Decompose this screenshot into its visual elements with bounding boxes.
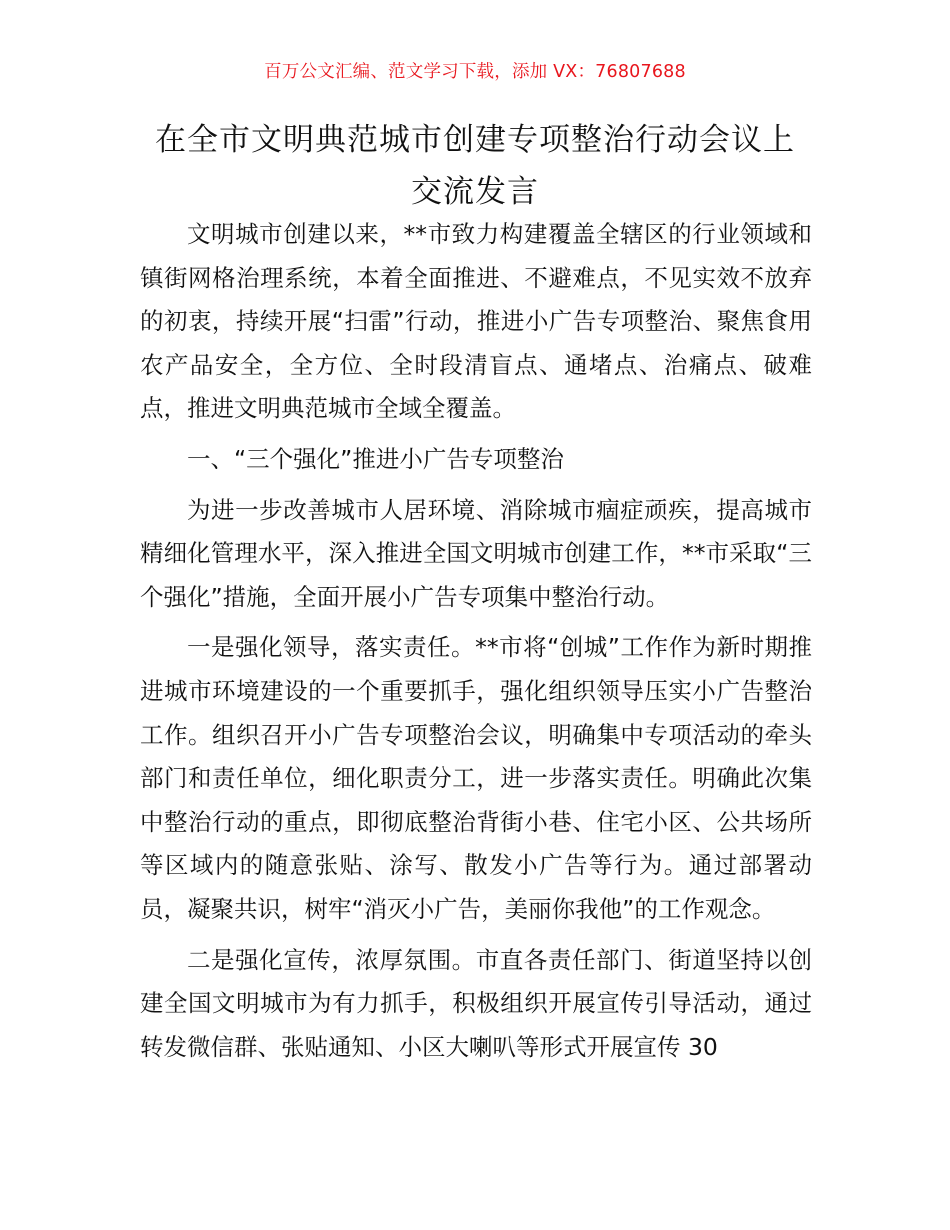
paragraph-measure-1: 一是强化领导，落实责任。**市将“创城”工作作为新时期推进城市环境建设的一个重要抓手，强化组织领导压实小广告整治工作。组织召开小广告专项整治会议，明确集中专项活动的牵头部门和责任单位，细化职责分工，进一步落实责任。明确此次集中整治行动的重点，即彻底整治背街小巷、住宅小区、公共场所等区域内的随意张贴、涂写、散发小广告等行为。通过部署动员，凝聚共识，树牢“消灭小广告，美丽你我他”的工作观念。: [140, 633, 812, 923]
paragraph-measure-2: 二是强化宣传，浓厚氛围。市直各责任部门、街道坚持以创建全国文明城市为有力抓手，积极组织开展宣传引导活动，通过转发微信群、张贴通知、小区大喇叭等形式开展宣传 30: [140, 945, 812, 1061]
section-heading-1: 一、“三个强化”推进小广告专项整治: [187, 444, 564, 473]
document-body: [140, 213, 812, 1069]
title-line-2: 交流发言: [411, 174, 539, 210]
title-line-1: 在全市文明典范城市创建专项整治行动会议上: [155, 122, 795, 158]
watermark-header: 百万公文汇编、范文学习下载，添加 VX：76807688: [264, 62, 686, 82]
paragraph-section-1-intro: 为进一步改善城市人居环境、消除城市痼症顽疾，提高城市精细化管理水平，深入推进全国文明城市创建工作，**市采取“三个强化”措施，全面开展小广告专项集中整治行动。: [140, 495, 812, 611]
paragraph-intro: 文明城市创建以来，**市致力构建覆盖全辖区的行业领域和镇街网格治理系统，本着全面推进、不避难点，不见实效不放弃的初衷，持续开展“扫雷”行动，推进小广告专项整治、聚焦食用农产品安全，全方位、全时段清盲点、通堵点、治痛点、破难点，推进文明典范城市全域全覆盖。: [140, 220, 812, 423]
document-title: [110, 114, 840, 218]
